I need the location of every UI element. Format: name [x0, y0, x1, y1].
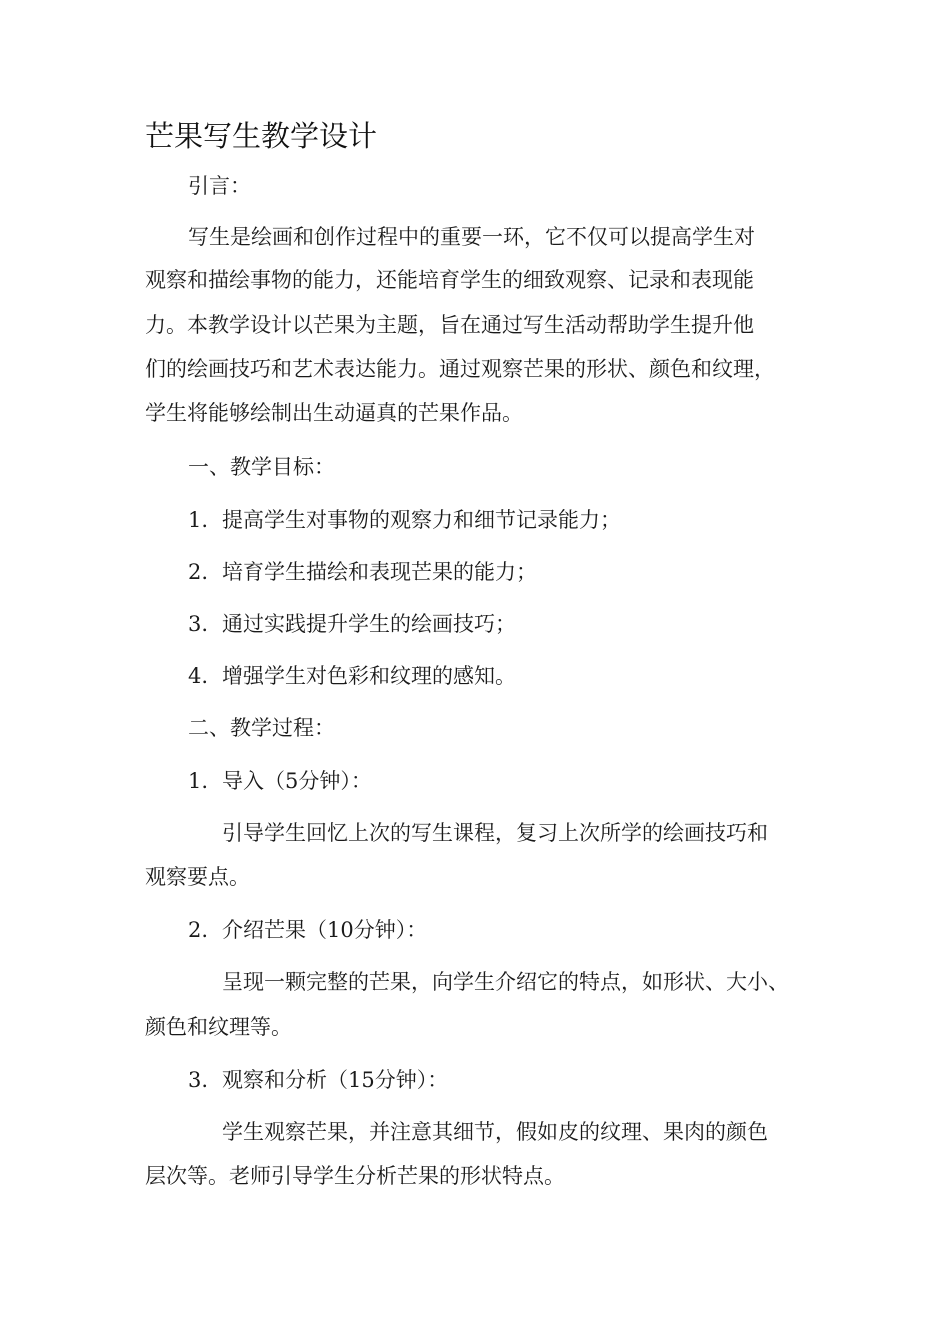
- intro-line-3: 力。本教学设计以芒果为主题，旨在通过写生活动帮助学生提升他: [145, 313, 754, 337]
- step-number: 2.: [188, 918, 209, 942]
- step-1-line-1: 引导学生回忆上次的写生课程，复习上次所学的绘画技巧和: [222, 821, 768, 845]
- goal-item-4: [188, 661, 516, 691]
- step-2-line-1: 呈现一颗完整的芒果，向学生介绍它的特点，如形状、大小、: [222, 970, 789, 994]
- step-title-3: [188, 1065, 448, 1095]
- intro-line-4: 们的绘画技巧和艺术表达能力。通过观察芒果的形状、颜色和纹理，: [145, 357, 775, 381]
- goal-number: 1.: [188, 508, 209, 532]
- goal-text: 通过实践提升学生的绘画技巧；: [222, 612, 516, 636]
- step-title-text: 介绍芒果（10分钟）：: [222, 918, 428, 942]
- step-number: 3.: [188, 1068, 209, 1092]
- goal-text: 提高学生对事物的观察力和细节记录能力；: [222, 508, 621, 532]
- goal-item-1: [188, 505, 621, 535]
- intro-line-5: 学生将能够绘制出生动逼真的芒果作品。: [145, 401, 523, 425]
- goal-text: 培育学生描绘和表现芒果的能力；: [222, 560, 537, 584]
- step-2-line-2: 颜色和纹理等。: [145, 1015, 292, 1039]
- goal-number: 2.: [188, 560, 209, 584]
- step-title-text: 观察和分析（15分钟）：: [222, 1068, 449, 1092]
- intro-line-2: 观察和描绘事物的能力，还能培育学生的细致观察、记录和表现能: [145, 268, 754, 292]
- process-heading: 二、教学过程：: [188, 716, 335, 740]
- step-1-line-2: 观察要点。: [145, 865, 250, 889]
- step-title-2: [188, 915, 427, 945]
- goal-text: 增强学生对色彩和纹理的感知。: [222, 664, 516, 688]
- goal-number: 4.: [188, 664, 209, 688]
- step-3-line-1: 学生观察芒果，并注意其细节，假如皮的纹理、果肉的颜色: [222, 1120, 768, 1144]
- step-3-line-2: 层次等。老师引导学生分析芒果的形状特点。: [145, 1164, 565, 1188]
- document-title: 芒果写生教学设计: [145, 119, 378, 153]
- goal-item-3: [188, 609, 516, 639]
- step-title-1: [188, 766, 372, 796]
- intro-line-1: 写生是绘画和创作过程中的重要一环，它不仅可以提高学生对: [188, 225, 755, 249]
- goal-item-2: [188, 557, 537, 587]
- step-title-text: 导入（5分钟）：: [222, 769, 372, 793]
- goal-number: 3.: [188, 612, 209, 636]
- goals-heading: 一、教学目标：: [188, 455, 335, 479]
- step-number: 1.: [188, 769, 209, 793]
- intro-heading: 引言：: [188, 174, 251, 198]
